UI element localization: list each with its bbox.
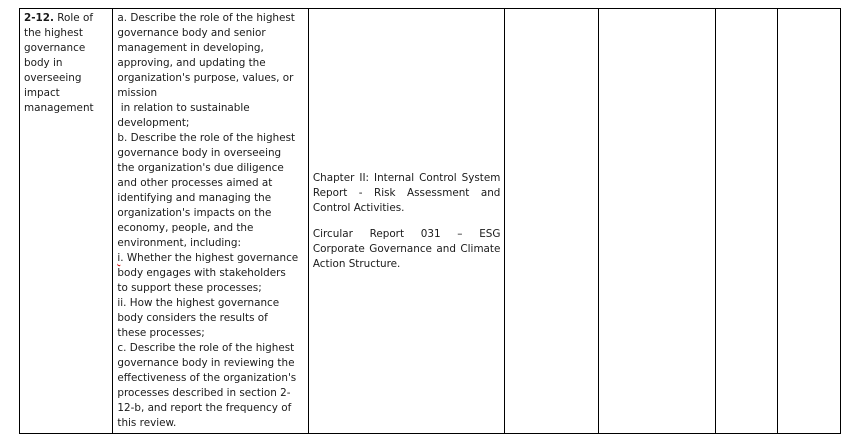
requirement-line: i. Whether the highest governance [117,252,299,264]
empty-cell-5 [598,9,715,434]
requirement-line: a. Describe the role of the highest [117,12,295,24]
requirement-line: organization's purpose, values, or [117,72,294,84]
requirement-line: body engages with stakeholders [117,267,286,279]
requirement-line: governance body in reviewing the [117,357,295,369]
requirement-line: c. Describe the role of the highest [117,342,295,354]
empty-cell-7 [777,9,840,434]
requirement-line: these processes; [117,327,205,339]
reference-circular-report: Circular Report 031 – ESG Corporate Governance and Climate Action Structure. [312,227,501,270]
requirement-line: approving, and updating the [117,57,266,69]
requirement-line: management in developing, [117,42,264,54]
gri-disclosure-table [19,8,841,434]
requirement-line: governance body and senior [117,27,266,39]
requirement-line: identifying and managing the [117,192,272,204]
requirement-line: b. Describe the role of the highest [117,132,296,144]
requirement-line: ii. How the highest governance [117,297,280,309]
requirement-line: and other processes aimed at [117,177,273,189]
requirements-cell [113,9,308,434]
empty-cell-4 [505,9,598,434]
requirement-line: governance body in overseeing [117,147,282,159]
requirement-line: organization's impacts on the [117,207,272,219]
disclosure-code: 2-12. [24,12,54,24]
references-cell [308,9,505,434]
requirement-line: to support these processes; [117,282,262,294]
requirement-line: the organization's due diligence [117,162,284,174]
reference-internal-control: Chapter II: Internal Control System Report - Risk Assessment and Control Activities. [312,171,501,214]
requirement-line: 12-b, and report the frequency of [117,402,292,414]
requirement-line: development; [117,117,190,129]
requirement-line: mission [117,87,158,99]
requirement-line: environment, including: [117,237,241,249]
requirement-line: effectiveness of the organization's [117,372,297,384]
disclosure-cell [20,9,113,434]
requirement-line: body considers the results of [117,312,268,324]
requirement-line: in relation to sustainable [117,102,250,114]
requirement-line: economy, people, and the [117,222,254,234]
requirement-line: processes described in section 2- [117,387,291,399]
disclosure-title: Role of the highest governance body in overseeing impact management [24,12,94,114]
requirements-text [117,11,303,431]
requirement-line: this review. [117,417,177,429]
table-row [20,9,841,434]
empty-cell-6 [716,9,778,434]
